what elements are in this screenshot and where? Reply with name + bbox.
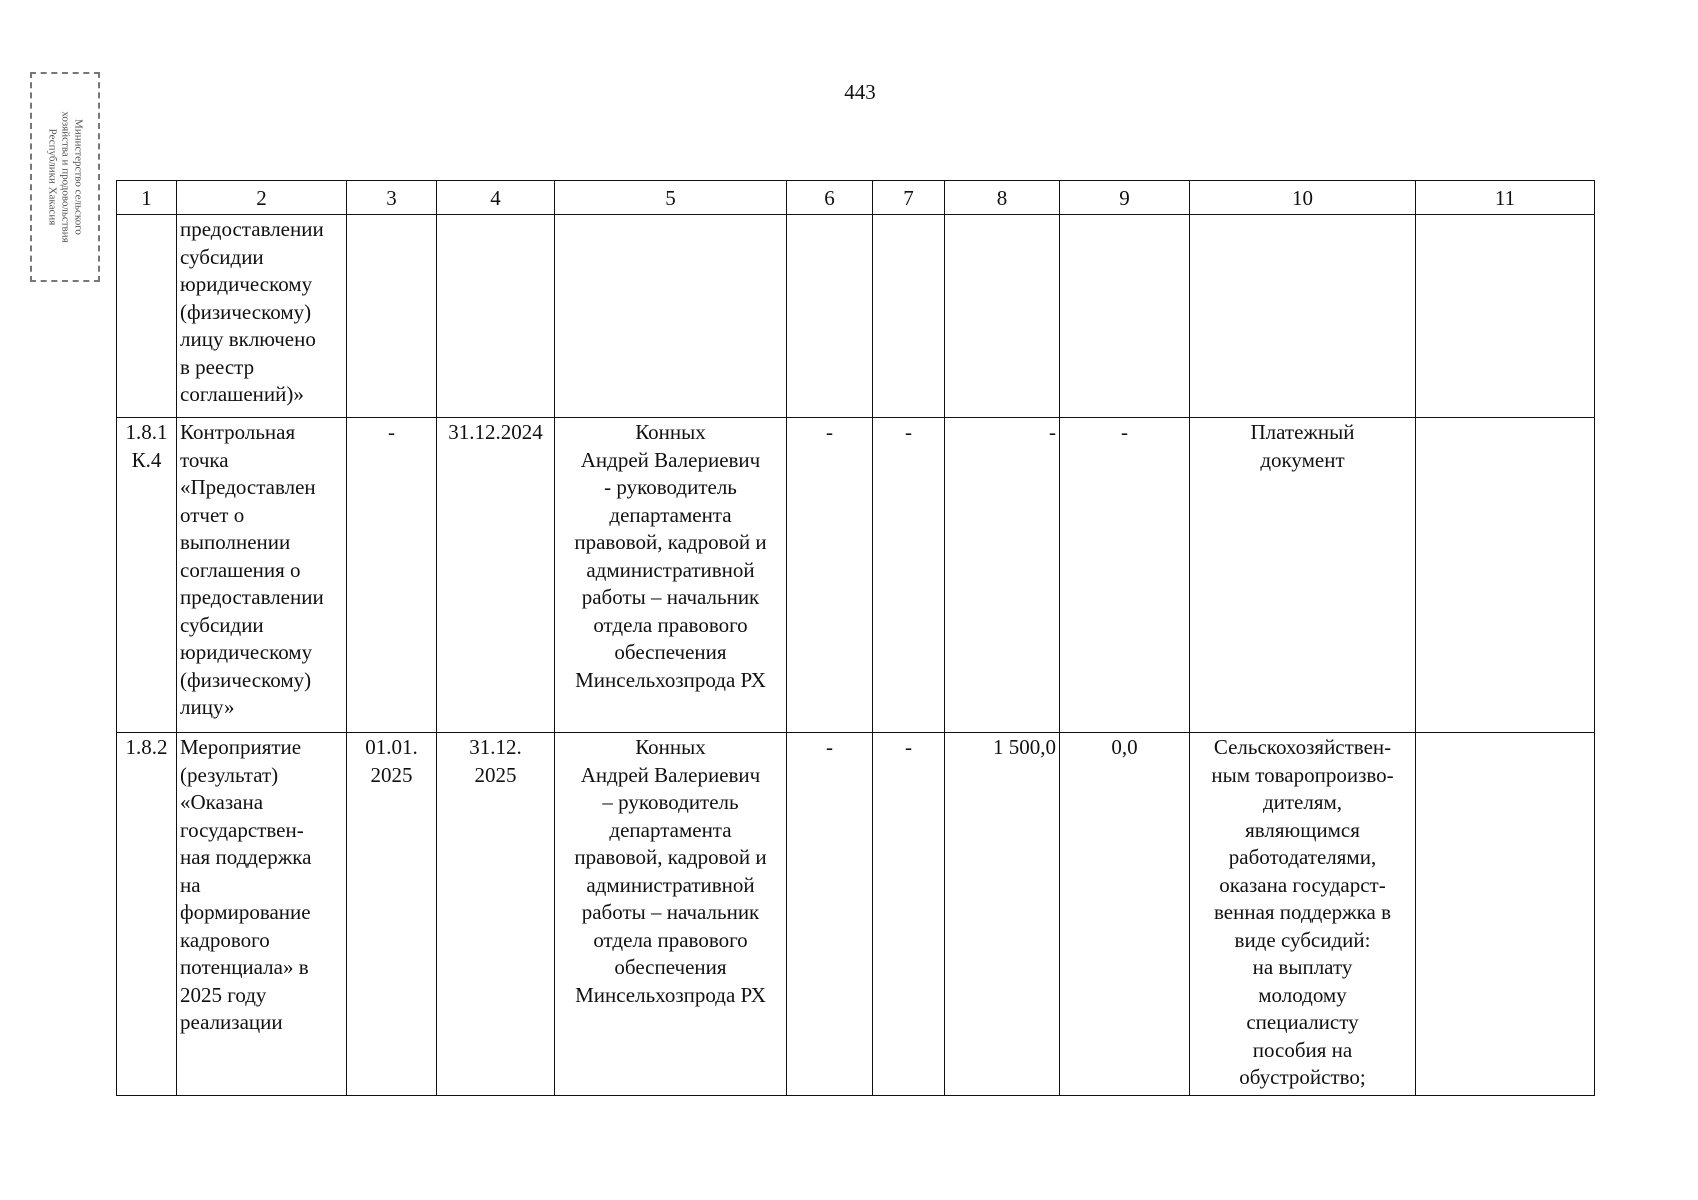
cell-line: - (1049, 420, 1056, 444)
start-date-cell (347, 418, 437, 733)
cell-line: отдела правового (593, 612, 748, 637)
cell-line: кадрового (180, 927, 270, 952)
responsible-person-cell (555, 418, 787, 733)
cell-line: - (388, 420, 395, 444)
cell-line: - (826, 420, 833, 444)
cell-line: 31.12. (469, 735, 522, 759)
cell-line: ным товаропроизво- (1211, 762, 1394, 787)
cell-line: обустройство; (1239, 1065, 1366, 1089)
cell-line: Конных (635, 420, 706, 444)
item-name-cell (177, 733, 347, 1096)
start-date-cell (347, 215, 437, 418)
column-header: 10 (1190, 181, 1416, 215)
col9-cell (1060, 215, 1190, 418)
table-row (117, 215, 1595, 418)
cell-line: 2025 (474, 762, 517, 787)
col9-cell (1060, 733, 1190, 1096)
cell-line: юридическому (180, 272, 313, 296)
cell-line: Минсельхозпрода РХ (575, 982, 766, 1007)
cell-line: «Предоставлен (180, 475, 316, 499)
cell-line: точка (180, 447, 229, 472)
cell-line: предоставлении (180, 217, 324, 241)
cell-line: работы – начальник (581, 585, 760, 609)
col7-cell (873, 418, 945, 733)
cell-line: 1.8.2 (125, 735, 168, 759)
column-header: 9 (1060, 181, 1190, 215)
cell-line: обеспечения (614, 640, 727, 664)
cell-line: венная поддержка в (1213, 900, 1392, 924)
cell-line: 1 500,0 (993, 735, 1056, 759)
item-name-cell (177, 418, 347, 733)
column-header: 2 (177, 181, 347, 215)
cell-line: юридическому (180, 640, 313, 664)
cell-line: Платежный (1250, 420, 1355, 444)
cell-line: - (905, 735, 912, 759)
plan-table (116, 180, 1595, 1096)
cell-line: Конных (635, 735, 706, 759)
cell-line: субсидии (180, 244, 264, 269)
responsible-person-cell (555, 733, 787, 1096)
cell-line: документ (1260, 447, 1345, 472)
header-row (117, 181, 1595, 215)
stamp-line: Министерство сельского (72, 119, 85, 235)
cell-line: соглашений)» (180, 382, 304, 406)
cell-line: административной (586, 557, 755, 582)
col6-cell (787, 215, 873, 418)
col6-cell (787, 418, 873, 733)
amount-cell (945, 215, 1060, 418)
cell-line: отчет о (180, 502, 245, 527)
cell-line: лицу включено (180, 327, 316, 351)
cell-line: (результат) (180, 762, 279, 787)
cell-line: Минсельхозпрода РХ (575, 667, 766, 692)
cell-line: обеспечения (614, 955, 727, 979)
cell-line: - (1121, 420, 1128, 444)
col6-cell (787, 733, 873, 1096)
cell-line: 31.12.2024 (448, 420, 543, 444)
col11-cell (1416, 733, 1595, 1096)
item-number-cell (117, 733, 177, 1096)
cell-line: предоставлении (180, 585, 324, 609)
table-body (117, 215, 1595, 1096)
cell-line: в реестр (180, 354, 255, 379)
end-date-cell (437, 733, 555, 1096)
item-number-cell (117, 418, 177, 733)
cell-line: на выплату (1252, 955, 1353, 979)
column-header: 5 (555, 181, 787, 215)
table-row (117, 418, 1595, 733)
cell-line: К.4 (131, 447, 162, 472)
col7-cell (873, 733, 945, 1096)
cell-line: 01.01. (365, 735, 418, 759)
cell-line: оказана государст- (1219, 872, 1386, 897)
cell-line: работодателями, (1228, 845, 1377, 869)
cell-line: правовой, кадровой и (574, 530, 767, 554)
cell-line: департамента (609, 502, 732, 527)
result-description-cell (1190, 215, 1416, 418)
item-number-cell (117, 215, 177, 418)
responsible-person-cell (555, 215, 787, 418)
result-description-cell (1190, 733, 1416, 1096)
cell-line: 0,0 (1111, 735, 1138, 759)
cell-line: правовой, кадровой и (574, 845, 767, 869)
cell-line: на (180, 872, 201, 897)
cell-line: - руководитель (604, 475, 737, 499)
column-header: 4 (437, 181, 555, 215)
cell-line: потенциала» в (180, 955, 309, 979)
cell-line: выполнении (180, 530, 291, 554)
cell-line: «Оказана (180, 790, 264, 814)
column-header: 8 (945, 181, 1060, 215)
cell-line: лицу» (180, 695, 235, 719)
stamp-line: Республики Хакасия (46, 128, 59, 226)
column-header: 3 (347, 181, 437, 215)
cell-line: 2025 году (180, 982, 267, 1007)
column-header: 11 (1416, 181, 1595, 215)
cell-line: соглашения о (180, 557, 301, 582)
cell-line: - (826, 735, 833, 759)
cell-line: (физическому) (180, 299, 312, 324)
cell-line: Сельскохозяйствен- (1213, 735, 1392, 759)
stamp-line: хозяйства и продовольствия (59, 111, 72, 243)
cell-line: являющимся (1245, 817, 1360, 842)
end-date-cell (437, 215, 555, 418)
cell-line: Андрей Валериевич (580, 762, 761, 787)
cell-line: государствен- (180, 817, 304, 842)
cell-line: Мероприятие (180, 735, 302, 759)
cell-line: реализации (180, 1010, 283, 1034)
col11-cell (1416, 418, 1595, 733)
stamp-text (46, 77, 85, 277)
col9-cell (1060, 418, 1190, 733)
cell-line: - (905, 420, 912, 444)
cell-line: Андрей Валериевич (580, 447, 761, 472)
column-header: 1 (117, 181, 177, 215)
cell-line: формирование (180, 900, 311, 924)
column-header: 7 (873, 181, 945, 215)
cell-line: 2025 (370, 762, 413, 787)
cell-line: (физическому) (180, 667, 312, 692)
cell-line: административной (586, 872, 755, 897)
cell-line: специалисту (1246, 1010, 1359, 1034)
cell-line: отдела правового (593, 927, 748, 952)
cell-line: 1.8.1 (125, 420, 168, 444)
start-date-cell (347, 733, 437, 1096)
cell-line: пособия на (1252, 1037, 1353, 1062)
col7-cell (873, 215, 945, 418)
result-description-cell (1190, 418, 1416, 733)
cell-line: департамента (609, 817, 732, 842)
cell-line: молодому (1258, 982, 1347, 1007)
cell-line: субсидии (180, 612, 264, 637)
cell-line: дителям, (1262, 790, 1343, 814)
cell-line: Контрольная (180, 420, 296, 444)
page-number: 443 (844, 80, 876, 104)
table-row (117, 733, 1595, 1096)
cell-line: ная поддержка (180, 845, 312, 869)
cell-line: работы – начальник (581, 900, 760, 924)
amount-cell (945, 733, 1060, 1096)
cell-line: – руководитель (602, 790, 739, 814)
amount-cell (945, 418, 1060, 733)
col11-cell (1416, 215, 1595, 418)
cell-line: виде субсидий: (1234, 927, 1371, 952)
end-date-cell (437, 418, 555, 733)
column-header: 6 (787, 181, 873, 215)
registration-stamp (30, 72, 100, 282)
item-name-cell (177, 215, 347, 418)
